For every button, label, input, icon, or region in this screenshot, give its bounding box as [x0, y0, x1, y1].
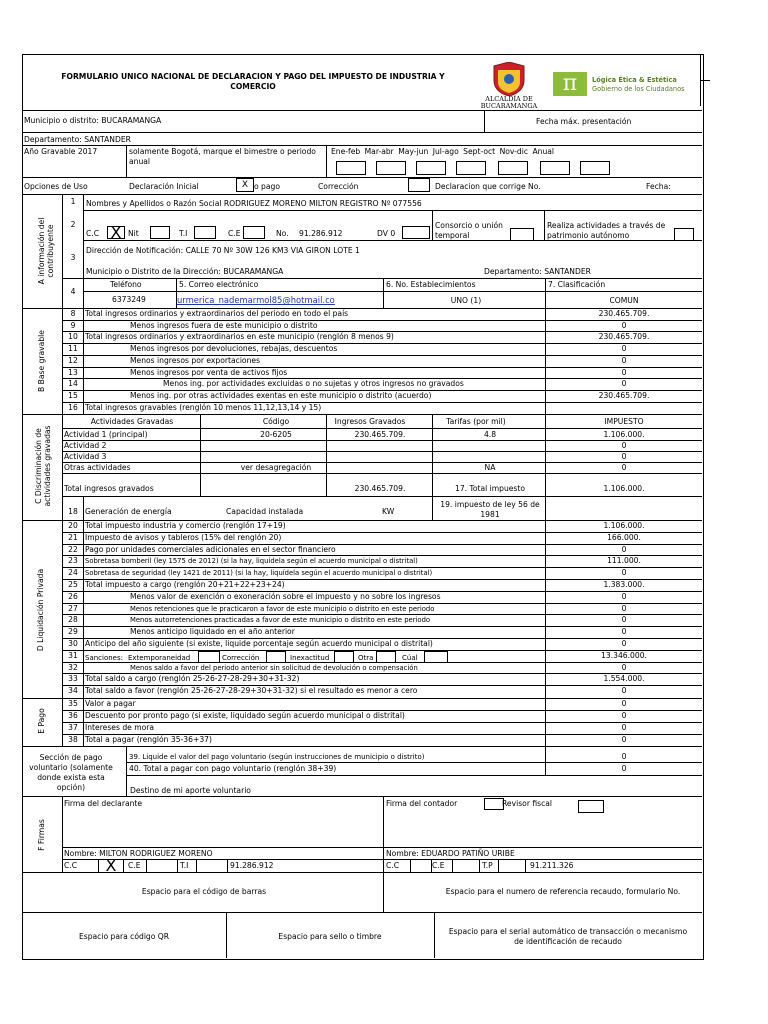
liq-row-label: Impuesto de avisos y tableros (15% del renglón 20) — [85, 532, 282, 542]
no-label: No. — [276, 229, 289, 238]
alcaldia-seal-name: ALCALDÍA DE BUCARAMANGA — [480, 95, 538, 110]
period-may-jun: May-jun — [398, 147, 429, 156]
otra-label: Otra — [358, 654, 374, 662]
pago-row-number: 38 — [68, 735, 78, 744]
cont-ce-check[interactable] — [452, 859, 480, 873]
declaracion-inicial-label: Declaración Inicial — [129, 182, 199, 191]
period-box[interactable] — [336, 161, 366, 175]
correccion-sancion-label: Corrección — [222, 654, 260, 662]
email-value[interactable]: urmerica_nademarmol85@hotmail.co — [177, 295, 335, 305]
period-jul-ago: Jul-ago — [432, 147, 459, 156]
liq-row-label: Menos saldo a favor del periodo anterior sin solicitud de devolución o compensación — [130, 663, 418, 672]
activity-code: 20-6205 — [260, 430, 292, 439]
logo-line1: Lógica Ética & Estética — [592, 76, 677, 84]
referencia-recaudo-space: Espacio para el numero de referencia recaudo, formulario No. — [445, 887, 681, 896]
base-row-label: Menos ing. por otras actividades exentas en este municipio o distrito (acuerdo) — [130, 390, 432, 400]
base-row-value: 230.465.709. — [598, 390, 650, 400]
correccion-check[interactable] — [408, 178, 430, 192]
bogota-note: solamente Bogotá, marque el bimestre o periodo anual — [129, 147, 316, 166]
base-row-value: 230.465.709. — [598, 332, 650, 342]
line-39-value: 0 — [621, 752, 627, 761]
base-row-number: 14 — [68, 379, 78, 389]
ce-label: C.E — [228, 229, 241, 238]
liq-row-number: 23 — [68, 556, 78, 566]
period-box[interactable] — [580, 161, 610, 175]
sanciones-label: Sanciones: — [85, 654, 123, 662]
liq-row-label: Total saldo a favor (renglón 25-26-27-28-29+30+31-32) si el resultado es menor a cero — [85, 686, 418, 696]
liq-row-value: 0 — [621, 603, 627, 613]
cont-tp-check[interactable] — [498, 859, 526, 873]
line-39-label: 39. Liquide el valor del pago voluntario (según instrucciones de municipio o distrito) — [129, 753, 425, 761]
liq-row-number: 27 — [68, 603, 78, 613]
liq-row-number: 21 — [68, 532, 78, 542]
pago-row-value: 0 — [621, 723, 627, 732]
ley-56-label: 19. impuesto de ley 56 de 1981 — [440, 500, 540, 519]
clasificacion-value: COMUN — [609, 296, 639, 305]
extemporaneidad-label: Extemporaneidad — [128, 654, 191, 662]
total-ingresos-gravados-label: Total ingresos gravados — [64, 484, 154, 493]
period-box[interactable] — [498, 161, 528, 175]
liq-row-value: 0 — [621, 686, 627, 696]
establecimientos-label: 6. No. Establecimientos — [386, 280, 476, 289]
activities-header: IMPUESTO — [604, 417, 644, 426]
nit-check[interactable] — [150, 226, 170, 239]
pago-row-label: Descuento por pronto pago (si existe, liquidado según acuerdo municipal o distrital) — [85, 711, 405, 720]
liq-row-value: 0 — [621, 568, 627, 578]
patrimonio-label: Realiza actividades a través de patrimonio autónomo — [547, 221, 666, 240]
period-nov-dic: Nov-dic — [499, 147, 529, 156]
revisor-fiscal-label: Revisor fiscal — [502, 799, 553, 808]
departamento-direccion: Departamento: SANTANDER — [484, 267, 591, 276]
cont-cc-label: C.C — [386, 861, 400, 870]
base-row-number: 11 — [68, 344, 78, 354]
consorcio-label: Consorcio o unión temporal — [435, 221, 503, 240]
base-row-label: Menos ingresos fuera de este municipio o distrito — [130, 320, 318, 330]
pago-row-label: Intereses de mora — [85, 723, 155, 732]
liq-row-label: Sobretasa bomberil (ley 1575 de 2012) (si la hay, liquídela según el acuerdo municipal o distrital) — [85, 557, 418, 566]
liq-row-label: Total impuesto industria y comercio (renglón 17+19) — [85, 521, 286, 530]
period-box[interactable] — [456, 161, 486, 175]
base-row-label: Total ingresos ordinarios y extraordinarios del periodo en todo el país — [85, 309, 349, 318]
fecha-max: Fecha máx. presentación — [536, 117, 632, 126]
energy-number: 18 — [68, 507, 78, 516]
section-c-label: C Discriminación de actividades gravadas — [34, 425, 52, 507]
base-row-label: Menos ing. por actividades excluidas o no sujetas y otros ingresos no gravados — [163, 379, 464, 389]
liq-row-number: 30 — [68, 639, 78, 648]
clasificacion-label: 7. Clasificación — [548, 280, 606, 289]
liq-row-value: 1.554.000. — [603, 674, 645, 684]
activities-header: Actividades Gravadas — [90, 417, 174, 426]
pago-row-number: 37 — [68, 723, 78, 732]
decl-ti-label: T.I — [180, 861, 189, 870]
pago-label: o pago — [254, 182, 280, 191]
cont-id: 91.211.326 — [530, 861, 574, 870]
activity-tax: 1.106.000. — [603, 430, 645, 439]
activity-name: Actividad 3 — [64, 452, 107, 461]
section-e-label: E Pago — [37, 708, 46, 734]
corrige-label: Declaracion que corrige No. — [435, 182, 541, 191]
decl-ti-check[interactable] — [196, 859, 228, 873]
direccion: Dirección de Notificación: CALLE 70 Nº 30W 126 KM3 VIA GIRON LOTE 1 — [86, 246, 360, 255]
destino-aporte: Destino de mi aporte voluntario — [130, 786, 251, 795]
activities-header: Tarifas (por mil) — [446, 417, 506, 426]
section-f-label: F Firmas — [37, 819, 46, 851]
period-sept-oct: Sept-oct — [463, 147, 496, 156]
period-box[interactable] — [376, 161, 406, 175]
base-row-number: 10 — [68, 332, 78, 342]
cont-tp-label: T.P — [482, 861, 493, 870]
liq-row-number: 29 — [68, 627, 78, 637]
liq-row-value: 1.106.000. — [603, 521, 645, 530]
period-anual: Anual — [532, 147, 555, 156]
pago-row-value: 0 — [621, 711, 627, 720]
pago-row-number: 35 — [68, 699, 78, 708]
liq-row-value: 0 — [621, 627, 627, 637]
nombre-declarante: Nombre: MILTON RODRIGUEZ MORENO — [64, 849, 213, 858]
revisor-check[interactable] — [578, 800, 604, 813]
section-b-label: B Base gravable — [37, 330, 46, 392]
anio-gravable: Año Gravable 2017 — [24, 147, 98, 156]
liq-row-number: 28 — [68, 615, 78, 625]
liq-row-value: 0 — [621, 591, 627, 601]
liq-row-number: 31 — [68, 650, 78, 660]
dv-box[interactable] — [402, 226, 430, 239]
activity-rate: NA — [484, 463, 496, 472]
base-row-value: 0 — [621, 355, 627, 365]
base-row-value: 0 — [621, 379, 627, 389]
liq-row-label: Total saldo a cargo (renglón 25-26-27-28-29+30+31-32) — [85, 674, 300, 684]
period-box[interactable] — [416, 161, 446, 175]
liq-row-label: Anticipo del año siguiente (si existe, liquide porcentaje según acuerdo municipal o distrital) — [85, 639, 433, 648]
logo-line2: Gobierno de los Ciudadanos — [592, 85, 685, 93]
liq-row-label: Menos retenciones que le practicaron a favor de este municipio o distrito en este periodo — [130, 604, 435, 613]
pago-row-number: 36 — [68, 711, 78, 720]
liq-row-number: 33 — [68, 674, 78, 684]
pago-row-value: 0 — [621, 699, 627, 708]
cual-label: Cúal — [402, 654, 418, 662]
base-row-number: 15 — [68, 390, 78, 400]
codigo-barras-space: Espacio para el código de barras — [141, 887, 267, 896]
liq-row-number: 20 — [68, 521, 78, 530]
departamento: Departamento: SANTANDER — [24, 135, 131, 144]
form-page: FORMULARIO UNICO NACIONAL DE DECLARACION Y PAGO DEL IMPUESTO DE INDUSTRIA Y COMERCIO ALCALDÍA DE BUCARAMANGA π Lógica Ética & Estética Gobierno de los Ciudadanos Municipio o distrito: BUCARAMANGA Fecha máx. presentación Departamento: SANTANDER Año Gravable 2017 solamente Bogotá, marque el bimestre o periodo anual Ene-feb Mar-abr May-jun Jul-ago Sept-oct Nov-dic Anual Opciones de Uso Declaración Inicial X o pago Corrección Declaracion que corrige No. Fecha: A información del contribuyente 1 Nombres y Apellidos o Razón Social RODRIGUEZ MORENO MILTON REGISTRO Nº 077556 2 C.C X Nit T.I C.E No. 91.286.912 DV 0 Consorcio o unión temporal Realiza actividades a través de patrimonio autónomo 3 Dirección de Notificación: CALLE 70 Nº 30W 126 KM3 VIA GIRON LOTE 1 Municipio o Distrito de la Dirección: BUCARAMANGA Departamento: SANTANDER 4 Teléfono 5. Correo electrónico 6. No. Establecimientos 7. Clasificación 6373249 urmerica_nademarmol85@hotmail.co UNO (1) COMUN B Base gravable C Discriminación de actividades gravadas D Liquidación Privada Sanciones: Extemporaneidad Corrección Inexactitud Otra Cúal E Pago Sección de pago voluntario (solamente donde exista esta opción) 39. Liquide el valor del pago voluntario (según instrucciones de municipio o distrito) 0 40. Total a pagar con pago voluntario (renglón 38+39) 0 Destino de mi aporte voluntario F Firmas Firma del declarante Firma del contador Revisor fiscal Nombre: MILTON RODRIGUEZ MORENO Nombre: EDUARDO PATIÑO URIBE C.C X C.E T.I 91.286.912 C.C C.E T.P 91.211.326 Espacio para el código de barras Espacio para el numero de referencia recaudo, formulario No. Espacio para código QR Espacio para sello o timbre Espacio para el serial automático de transacción o mecanismo de identificación de recaudo 8 Total ingresos ordinarios y extraordinarios del periodo en todo el país 230.465.709. 9 Menos ingresos fuera de este municipio o distrito 0 10 Total ingresos ordinarios y extraordinarios en este municipio (renglón 8 menos 9) 230.465.709. 11 Menos ingresos por devoluciones, rebajas, descuentos 0 12 Menos ingresos por exportaciones 0 13 Menos ingresos por venta de activos fijos 0 14 Menos ing. por actividades excluidas o no sujetas y otros ingresos no gravados 0 15 Menos ing. por otras actividades exentas en este municipio o distrito (acuerdo) 230.465.709. 16 Total ingresos gravables (renglón 10 menos 11,12,13,14 y 15) Actividades Gravadas Código Ingresos Gravados Tarifas (por mil) IMPUESTO Actividad 1 (principal) 20-6205 230.465.709. 4.8 1.106.000. Actividad 2 0 Actividad 3 0 Otras actividades ver desagregación NA 0 Total ingresos gravados 230.465.709. 17. Total impuesto 1.106.000. 18 Generación de energía Capacidad instalada KW 19. impuesto de ley 56 de 1981 20 Total impuesto industria y comercio (renglón 17+19) 1.106.000. 21 Impuesto de avisos y tableros (15% del renglón 20) 166.000. 22 Pago por unidades comerciales adicionales en el sector financiero 0 23 Sobretasa bomberil (ley 1575 de 2012) (si la hay, liquídela según el acuerdo municipal o distrital) 111.000. 24 Sobretasa de seguridad (ley 1421 de 2011) (si la hay, liquídela según el acuerdo municipal o distrital) 0 25 Total impuesto a cargo (renglón 20+21+22+23+24) 1.383.000. 26 Menos valor de exención o exoneración sobre el impuesto y no sobre los ingresos 0 27 Menos retenciones que le practicaron a favor de este municipio o distrito en este periodo 0 28 Menos autorretenciones practicadas a favor de este municipio o distrito en este periodo 0 29 Menos anticipo liquidado en el año anterior 0 30 Anticipo del año siguiente (si existe, liquide porcentaje según acuerdo municipal o distrital) 0 31 13.346.000. 32 Menos saldo a favor del periodo anterior sin solicitud de devolución o compensación 0 33 Total saldo a cargo (renglón 25-26-27-28-29+30+31-32) 1.554.000. 34 Total saldo a favor (renglón 25-26-27-28-29+30+31-32) si el resultado es menor a cero 0 35 Valor a pagar 0 36 Descuento por pronto pago (si existe, liquidado según acuerdo municipal o distrital) 0 37 Intereses de mora 0 38 Total a pagar (renglón 35-36+37) 0 — [0, 0, 768, 1024]
liq-row-value: 0 — [621, 639, 627, 648]
decl-cc-check[interactable]: X — [98, 859, 124, 873]
nombre-contador: Nombre: EDUARDO PATIÑO URIBE — [386, 849, 515, 858]
base-row-value: 230.465.709. — [598, 309, 650, 318]
activities-header: Código — [262, 417, 290, 426]
total-impuesto: 1.106.000. — [603, 484, 645, 493]
alcaldia-seal — [480, 62, 538, 110]
activity-income: 230.465.709. — [354, 430, 406, 439]
telefono-label: Teléfono — [110, 280, 142, 289]
liq-row-label: Total impuesto a cargo (renglón 20+21+22+23+24) — [85, 580, 285, 589]
form-title: FORMULARIO UNICO NACIONAL DE DECLARACION Y PAGO DEL IMPUESTO DE INDUSTRIA Y COMERCIO — [61, 72, 445, 91]
base-row-label: Menos ingresos por exportaciones — [130, 355, 261, 365]
liq-row-label: Pago por unidades comerciales adicionales en el sector financiero — [85, 544, 336, 554]
activities-header: Ingresos Gravados — [334, 417, 406, 426]
firma-declarante-label: Firma del declarante — [64, 799, 143, 808]
decl-ce-check[interactable] — [146, 859, 178, 873]
periods-label — [331, 147, 554, 157]
liq-row-value: 0 — [621, 615, 627, 625]
total-ingresos-gravados: 230.465.709. — [354, 484, 406, 493]
base-row-number: 12 — [68, 355, 78, 365]
ti-check[interactable] — [194, 226, 216, 239]
base-row-label: Total ingresos gravables (renglón 10 menos 11,12,13,14 y 15) — [85, 402, 322, 412]
line-40-label: 40. Total a pagar con pago voluntario (renglón 38+39) — [129, 764, 337, 773]
activity-tax: 0 — [621, 441, 627, 450]
liq-row-value: 1.383.000. — [603, 580, 645, 589]
base-row-number: 8 — [70, 309, 76, 318]
fecha-label: Fecha: — [646, 182, 671, 191]
sello-timbre-space: Espacio para sello o timbre — [278, 932, 382, 941]
nit-label: Nit — [128, 229, 139, 238]
activity-code: ver desagregación — [240, 463, 312, 472]
kw-label: KW — [382, 507, 395, 516]
cont-cc-check[interactable] — [410, 859, 432, 873]
firma-contador-label: Firma del contador — [386, 799, 458, 808]
liq-row-value: 111.000. — [607, 556, 641, 566]
total-impuesto-label: 17. Total impuesto — [454, 484, 526, 493]
liq-row-number: 24 — [68, 568, 78, 578]
contador-check[interactable] — [484, 798, 504, 810]
pago-row-label: Total a pagar (renglón 35-36+37) — [85, 735, 212, 744]
base-row-number: 9 — [70, 320, 76, 330]
decl-ce-label: C.E — [128, 861, 141, 870]
opciones-uso-label: Opciones de Uso — [24, 182, 88, 191]
municipio: Municipio o distrito: BUCARAMANGA — [24, 116, 162, 125]
generacion-energia-label: Generación de energía — [85, 507, 172, 516]
base-row-label: Total ingresos ordinarios y extraordinarios en este municipio (renglón 8 menos 9) — [85, 332, 394, 342]
base-row-number: 13 — [68, 367, 78, 377]
base-row-value: 0 — [621, 320, 627, 330]
liq-row-value: 13.346.000. — [601, 650, 647, 660]
cc-label: C.C — [86, 229, 100, 238]
base-row-label: Menos ingresos por devoluciones, rebajas, descuentos — [130, 344, 338, 354]
pago-row-value: 0 — [621, 735, 627, 744]
base-row-value: 0 — [621, 367, 627, 377]
correccion-label: Corrección — [318, 182, 359, 191]
serial-transaccion-space: Espacio para el serial automático de transacción o mecanismo de identificación de recaudo — [448, 927, 688, 946]
telefono-value: 6373249 — [112, 295, 146, 304]
activity-tax: 0 — [621, 452, 627, 461]
ti-label: T.I — [179, 229, 188, 238]
inexactitud-label: Inexactitud — [290, 654, 330, 662]
base-row-number: 16 — [68, 402, 78, 412]
email-label: 5. Correo electrónico — [179, 280, 259, 289]
activity-tax: 0 — [621, 463, 627, 472]
pi-logo-icon: π — [553, 72, 587, 96]
dv-value: DV 0 — [377, 229, 396, 238]
liq-row-label: Sobretasa de seguridad (ley 1421 de 2011) (si la hay, liquídela según el acuerdo municipal o distrital) — [85, 569, 433, 578]
liq-row-number: 34 — [68, 686, 78, 696]
ce-check[interactable] — [243, 226, 265, 239]
activity-name: Actividad 1 (principal) — [64, 430, 148, 439]
liq-row-number: 32 — [68, 662, 78, 672]
cc-check[interactable]: X — [107, 226, 125, 239]
section-a-label: A información del contribuyente — [37, 217, 55, 285]
activity-name: Otras actividades — [64, 463, 131, 472]
liq-row-number: 26 — [68, 591, 78, 601]
establecimientos-value: UNO (1) — [450, 296, 482, 305]
decl-cc-label: C.C — [64, 861, 78, 870]
activity-rate: 4.8 — [483, 430, 497, 439]
liq-row-label: Menos anticipo liquidado en el año anterior — [130, 627, 295, 637]
cont-ce-label: C.E — [432, 861, 445, 870]
liq-row-value: 0 — [621, 662, 627, 672]
liq-row-label: Menos valor de exención o exoneración sobre el impuesto y no sobre los ingresos — [130, 591, 441, 601]
codigo-qr-space: Espacio para código QR — [78, 932, 170, 941]
line-40-value: 0 — [621, 764, 627, 773]
activity-name: Actividad 2 — [64, 441, 107, 450]
liq-row-value: 0 — [621, 544, 627, 554]
liq-row-label: Menos autorretenciones practicadas a favor de este municipio o distrito en este periodo — [130, 616, 431, 625]
id-number: 91.286.912 — [299, 229, 343, 238]
base-row-value: 0 — [621, 344, 627, 354]
declaracion-inicial-check[interactable]: X — [236, 178, 254, 192]
base-row-label: Menos ingresos por venta de activos fijos — [130, 367, 288, 377]
liq-row-number: 25 — [68, 580, 78, 589]
pago-row-label: Valor a pagar — [85, 699, 136, 708]
capacidad-instalada-label: Capacidad instalada — [226, 507, 304, 516]
period-mar-abr: Mar-abr — [364, 147, 394, 156]
liq-row-number: 22 — [68, 544, 78, 554]
razon-social: Nombres y Apellidos o Razón Social RODRIGUEZ MORENO MILTON REGISTRO Nº 077556 — [86, 199, 422, 208]
liq-row-value: 166.000. — [607, 532, 641, 542]
period-ene-feb: Ene-feb — [331, 147, 361, 156]
municipio-direccion: Municipio o Distrito de la Dirección: BUCARAMANGA — [86, 267, 284, 276]
voluntario-section-label: Sección de pago voluntario (solamente donde exista esta opción) — [29, 753, 113, 792]
period-box[interactable] — [540, 161, 570, 175]
section-d-label: D Liquidación Privada — [36, 568, 45, 652]
decl-id: 91.286.912 — [230, 861, 274, 870]
